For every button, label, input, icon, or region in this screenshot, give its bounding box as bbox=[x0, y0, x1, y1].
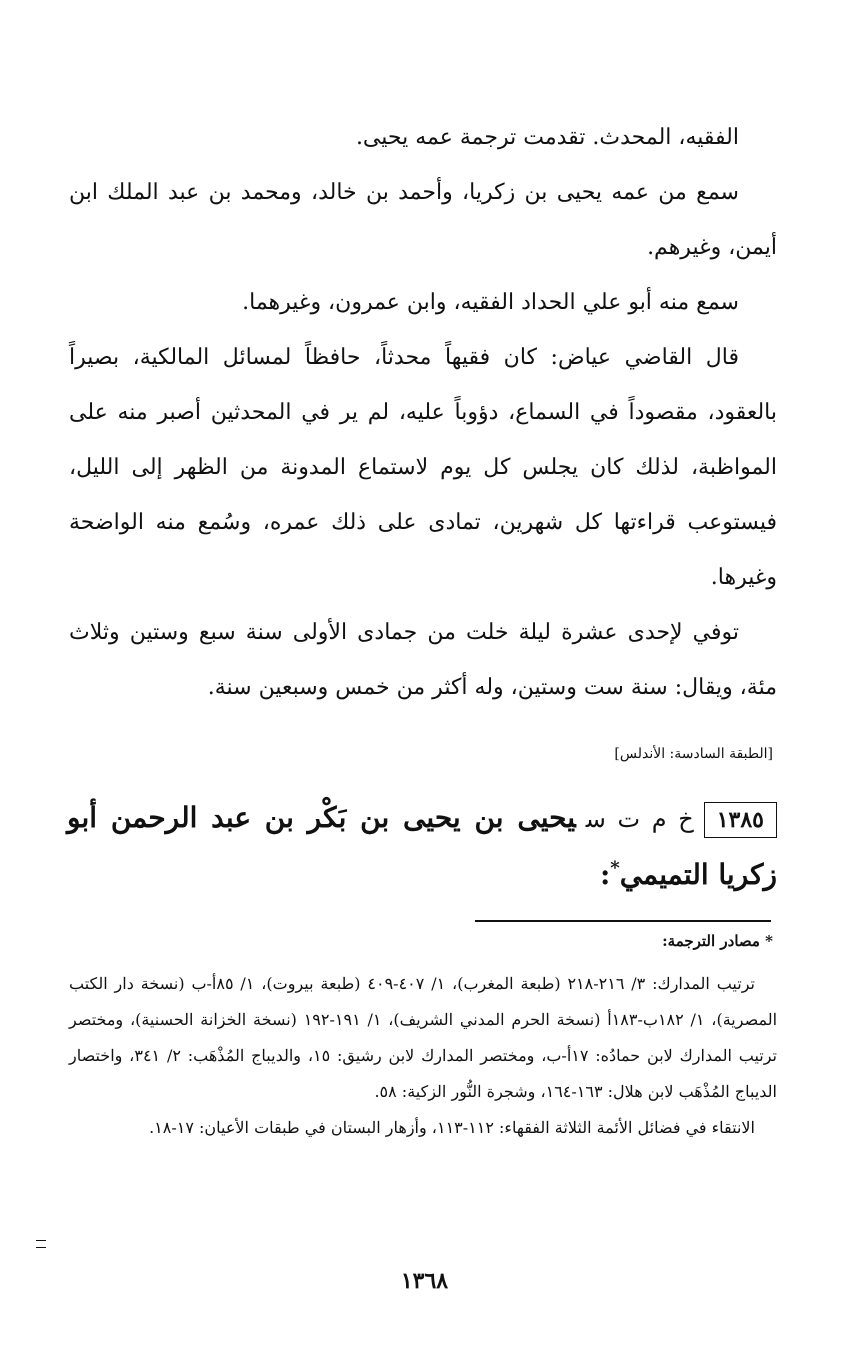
paragraph-4: قال القاضي عياض: كان فقيهاً محدثاً، حافظاً لمسائل المالكية، بصيراً بالعقود، مقصوداً في السماع، دؤوباً عليه، لم ير في المحدثين أصبر منه على المواظبة، لذلك كان يجلس كل يوم لاستماع المدونة من الظهر إلى الليل، فيستوعب قراءتها كل شهرين، تمادى على ذلك عمره، وسُمع منه الواضحة وغيرها. bbox=[69, 345, 777, 590]
margin-mark bbox=[36, 1240, 46, 1248]
footnotes bbox=[69, 966, 777, 1146]
paragraph-3: سمع منه أبو علي الحداد الفقيه، وابن عمرون، وغيرهما. bbox=[242, 290, 739, 315]
paragraph-5: توفي لإحدى عشرة ليلة خلت من جمادى الأولى سنة سبع وستين وثلاث مئة، ويقال: سنة ست وستين، وله أكثر من خمس وسبعين سنة. bbox=[69, 620, 777, 700]
entry-heading bbox=[67, 790, 777, 903]
entry-sigla: خ م ت س bbox=[585, 805, 694, 833]
entry-colon: : bbox=[599, 858, 611, 891]
paragraph-1: الفقيه، المحدث. تقدمت ترجمة عمه يحيى. bbox=[355, 125, 739, 150]
section-label: [الطبقة السادسة: الأندلس] bbox=[614, 746, 773, 762]
paragraph-2: سمع من عمه يحيى بن زكريا، وأحمد بن خالد، ومحمد بن عبد الملك ابن أيمن، وغيرهم. bbox=[69, 180, 777, 260]
entry-name: يحيى بن يحيى بن بَكْر بن عبد الرحمن أبو زكريا التميمي bbox=[67, 801, 777, 891]
biography-body bbox=[69, 110, 777, 715]
footnote-paragraph-1: ترتيب المدارك: ٣/ ٢١٦-٢١٨ (طبعة المغرب)، ١/ ٤٠٧-٤٠٩ (طبعة بيروت)، ١/ ٨٥أ-ب (نسخة دار الكتب المصرية)، ١/ ١٨٢ب-١٨٣أ (نسخة الحرم المدني الشريف)، ١/ ١٩١-١٩٢ (نسخة الخزانة الحسنية)، ومختصر ترتيب المدارك لابن حمادُه: ١٧أ-ب، ومختصر المدارك لابن رشيق: ١٥، والديباج المُذْهَب: ٢/ ٣٤١، واختصار الديباج المُذْهَب لابن هلال: ١٦٣-١٦٤، وشجرة النُّور الزكية: ٥٨. bbox=[69, 974, 778, 1101]
entry-number-box: ١٣٨٥ bbox=[704, 802, 777, 838]
page-number: ١٣٦٨ bbox=[400, 1268, 449, 1294]
footnote-divider bbox=[475, 920, 771, 922]
footnote-heading: * مصادر الترجمة: bbox=[662, 932, 773, 950]
footnote-star: * bbox=[610, 857, 620, 879]
footnote-paragraph-2: الانتقاء في فضائل الأئمة الثلاثة الفقهاء: ١١٢-١١٣، وأزهار البستان في طبقات الأعيان: ١٧-١٨. bbox=[149, 1118, 755, 1137]
